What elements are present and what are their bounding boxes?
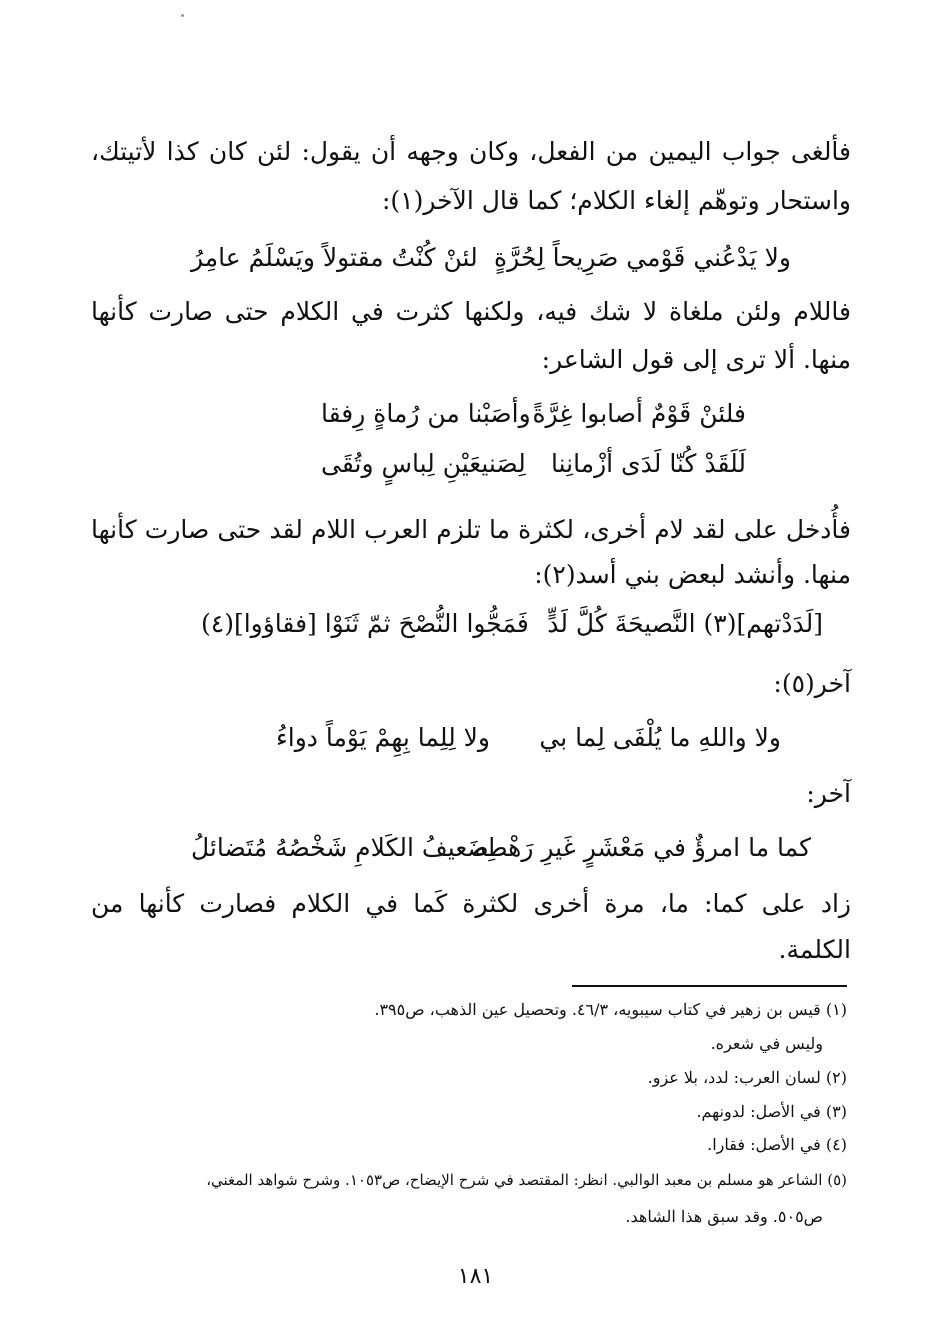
paragraph-2-line-2: منها. ألا ترى إلى قول الشاعر: — [541, 345, 851, 374]
verse-5 — [91, 718, 851, 758]
verse-1-first-hemistich: ولا يَدْعُني قَوْمي صَرِيحاً لِحُرَّةٍ — [494, 243, 791, 272]
verse-3-second-hemistich: لِصَنيعَيْنِ لِباسٍ وتُقَى — [321, 449, 526, 478]
footnote-separator — [572, 985, 847, 987]
paragraph-6-line-2: الكلمة. — [778, 935, 851, 964]
footnote-2: (٢) لسان العرب: لدد، بلا عزو. — [647, 1068, 847, 1087]
verse-1 — [91, 238, 851, 278]
footnote-4: (٤) في الأصل: فقارا. — [707, 1135, 847, 1154]
verse-2 — [91, 394, 851, 434]
verse-1-second-hemistich: لئنْ كُنْتُ مقتولاً ويَسْلَمُ عامِرُ — [191, 243, 478, 272]
verse-3-first-hemistich: لَلَقَدْ كُنّا لَدَى أزْمانِنا — [550, 449, 746, 478]
scan-speck — [181, 14, 184, 17]
verse-4 — [91, 604, 851, 644]
paragraph-5: آخر: — [806, 779, 851, 808]
verse-5-second-hemistich: ولا لِلِما بِهِمْ يَوْماً دواءُ — [276, 723, 490, 752]
verse-3 — [91, 444, 851, 484]
footnote-3: (٣) في الأصل: لدونهم. — [696, 1102, 847, 1121]
verse-6-first-hemistich: كما ما امرؤٌ في مَعْشَرٍ غَيرِ رَهْطِه — [474, 833, 811, 862]
paragraph-2-line-1: فاللام ولئن ملغاة لا شك فيه، ولكنها كثرت في الكلام حتى صارت كأنها — [91, 297, 851, 326]
verse-2-first-hemistich: فلئنْ قَوْمٌ أصابوا غِرَّةً — [532, 399, 746, 428]
verse-4-second-hemistich: فَمَجُّوا النُّصْحَ ثمّ ثَنَوْا [فقاؤوا](٤) — [201, 609, 529, 638]
verse-6-second-hemistich: ضَعيفُ الكَلامِ شَخْصُهُ مُتَضائلُ — [191, 833, 489, 862]
verse-4-first-hemistich: [لَدَدْتهم](٣) النَّصيحَةَ كُلَّ لَدٍّ — [547, 609, 823, 638]
page-number: ١٨١ — [457, 1264, 494, 1289]
verse-5-first-hemistich: ولا واللهِ ما يُلْفَى لِما بي — [539, 723, 781, 752]
footnote-1-line-2: وليس في شعره. — [710, 1034, 823, 1053]
footnote-5-line-1: (٥) الشاعر هو مسلم بن معبد الوالبي. انظر: المقتصد في شرح الإيضاح، ص١٠٥٣. وشرح شواهد المغني، — [206, 1171, 847, 1189]
paragraph-3-line-2: منها. وأنشد لبعض بني أسد(٢): — [534, 560, 851, 589]
paragraph-6-line-1: زاد على كما: ما، مرة أخرى لكثرة كَما في الكلام فصارت كأنها من — [91, 889, 851, 918]
verse-6 — [91, 828, 851, 868]
footnote-5-line-2: ص٥٠٥. وقد سبق هذا الشاهد. — [625, 1207, 823, 1226]
footnote-1-line-1: (١) قيس بن زهير في كتاب سيبويه، ٤٦/٣. وتحصيل عين الذهب، ص٣٩٥. — [374, 1000, 847, 1019]
paragraph-1-line-1: فألغى جواب اليمين من الفعل، وكان وجهه أن يقول: لئن كان كذا لأتيتك، — [91, 137, 851, 166]
paragraph-4: آخر(٥): — [773, 669, 851, 698]
paragraph-3-line-1: فأُدخل على لقد لام أخرى، لكثرة ما تلزم العرب اللام لقد حتى صارت كأنها — [91, 515, 851, 544]
paragraph-1-line-2: واستحار وتوهّم إلغاء الكلام؛ كما قال الآخر(١): — [381, 186, 851, 215]
verse-2-second-hemistich: وأصَبْنا من رُماةٍ رِفقا — [321, 399, 531, 428]
